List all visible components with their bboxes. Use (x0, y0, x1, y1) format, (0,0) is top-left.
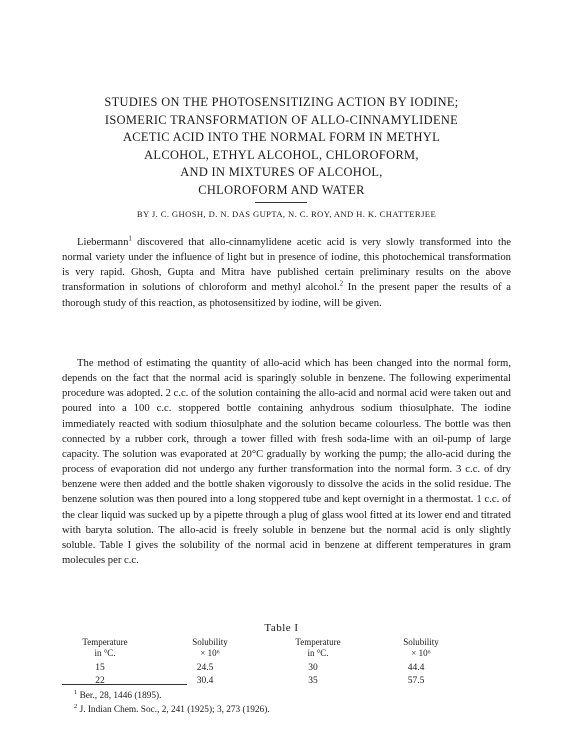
table-cell: 30.4 (196, 676, 214, 686)
header-label: Solubility (403, 637, 439, 647)
table-header-temperature (283, 637, 353, 659)
body-paragraph-2 (62, 356, 511, 568)
footnote-divider (62, 684, 187, 685)
table-cell: 24.5 (196, 663, 214, 673)
table-cell: 22 (95, 676, 105, 686)
header-unit: × 10⁶ (200, 648, 220, 658)
footnote-mark: 2 (74, 703, 78, 710)
paragraph-text: The method of estimating the quantity of allo-acid which has been changed into the normal form, depends on the fact that the normal acid is sparingly soluble in benzene. The following experimental procedure was adopted. 2 c.c. of the solution containing the allo-acid and normal acid were taken out and poured into a 100 c.c. stoppered bottle containing anhydrous sodium thiosulphate. The iodine immediately reacted with sodium thiosulphate and the solution became colourless. The bottle was then connected by a rubber cork, through a tower filled with fresh soda-lime with an oil-pump of large capacity. The solution was evaporated at 20°C gradually by working the pump; the allo-acid during the process of evaporation did not undergo any further transformation into the normal form. 3 c.c. of dry benzene were then added and the bottle shaken vigorously to dissolve the acids in the solid residue. The benzene solution was then poured into a long stoppered tube and kept overnight in a thermostat. 1 c.c. of the clear liquid was sucked up by a pipette through a plug of glass wool fitted at its lower end and titrated with baryta solution. The allo-acid is freely soluble in benzene but the normal acid is only slightly soluble. Table I gives the solubility of the normal acid in benzene at different temperatures in gram molecules per c.c. (62, 358, 511, 567)
title-line: CHLOROFORM AND WATER (198, 182, 365, 197)
title-line: STUDIES ON THE PHOTOSENSITIZING ACTION BY IODINE; (104, 95, 459, 109)
paragraph-text: In the present paper the results of a thorough study of this reaction, as photosensitized by iodine, will be given. (62, 282, 511, 309)
table-cell: 30 (308, 663, 318, 673)
title-line: ALCOHOL, ETHYL ALCOHOL, CHLOROFORM, (144, 147, 419, 162)
paragraph-text: Liebermann (77, 237, 129, 248)
footnote-ref[interactable]: 1 (128, 234, 132, 243)
header-unit: in °C. (94, 648, 116, 658)
footnote (74, 703, 270, 715)
paragraph-text: discovered that allo-cinnamylidene acetic acid is very slowly transformed into the normal variety under the influence of light but in presence of iodine, this photochemical transformation is very rapid. Ghosh, Gupta and Mitra have published certain preliminary results on the above transformation in solutions of chloroform and methyl alcohol. (62, 237, 511, 294)
header-unit: in °C. (307, 648, 329, 658)
title-line: ISOMERIC TRANSFORMATION OF ALLO-CINNAMYLIDENE (104, 112, 459, 127)
table-cell: 35 (308, 676, 318, 686)
title-line: AND IN MIXTURES OF ALCOHOL, (180, 165, 383, 179)
header-unit: × 10⁶ (411, 648, 431, 658)
footnote-text: Ber., 28, 1446 (1895). (77, 691, 162, 702)
footnote (74, 689, 161, 701)
footnote-text: J. Indian Chem. Soc., 2, 241 (1925); 3, 273 (1926). (77, 705, 270, 716)
header-label: Temperature (82, 637, 128, 647)
title-divider (255, 202, 307, 203)
table-cell: 15 (95, 663, 105, 673)
table-cell: 44.4 (407, 663, 425, 673)
title-line: ACETIC ACID INTO THE NORMAL FORM IN METHYL (122, 130, 440, 144)
header-label: Temperature (295, 637, 341, 647)
table-header-solubility (175, 637, 245, 659)
table-cell: 57.5 (407, 676, 425, 686)
header-label: Solubility (192, 637, 228, 647)
table-header-solubility (386, 637, 456, 659)
footnote-mark: 1 (74, 689, 78, 696)
article-title (50, 94, 513, 199)
author-line: BY J. C. GHOSH, D. N. DAS GUPTA, N. C. ROY, AND H. K. CHATTERJEE (136, 209, 437, 219)
footnote-ref[interactable]: 2 (339, 279, 344, 288)
table-caption: Table I (264, 622, 299, 634)
table-header-temperature (70, 637, 140, 659)
body-paragraph-1 (62, 235, 511, 311)
